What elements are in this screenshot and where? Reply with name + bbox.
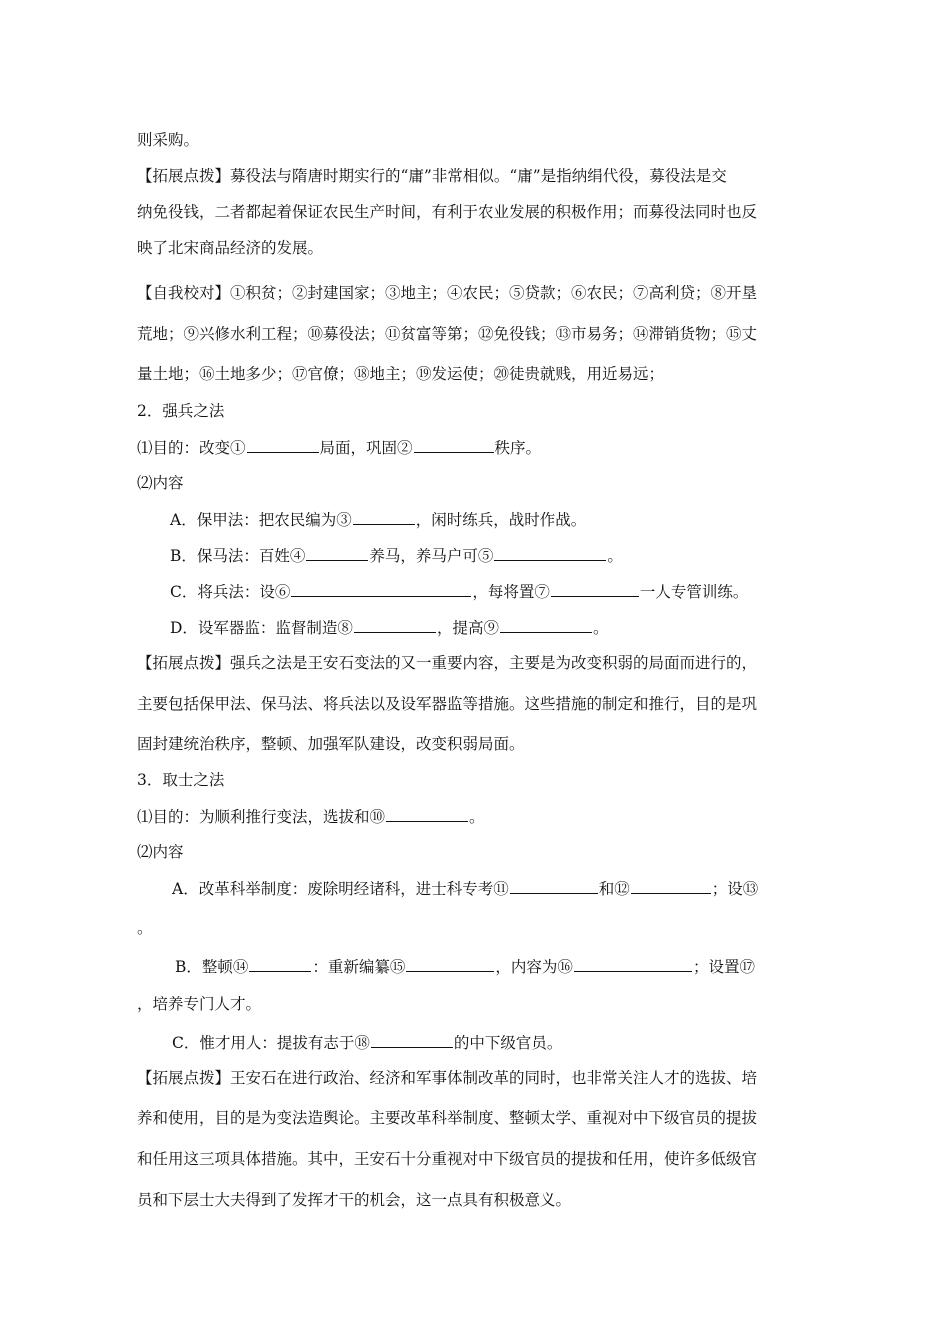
answer-blank[interactable] [631,878,711,894]
blank-question: ⑴目的：为顺利推行变法，选拔和⑩ 。 [137,808,485,826]
paragraph-text: 。 [137,919,153,937]
paragraph-text: 养和使用，目的是为变法造舆论。主要改革科举制度、整顿太学、重视对中下级官员的提拔 [137,1109,758,1127]
paragraph-text: 荒地；⑨兴修水利工程；⑩募役法；⑪贫富等第；⑫免役钱；⑬市易务；⑭滞销货物；⑮丈 [137,325,758,343]
answer-blank[interactable] [291,581,471,597]
answer-blank[interactable] [386,806,468,822]
paragraph-text: 量土地；⑯土地多少；⑰官僚；⑱地主；⑲发运使；⑳徒贵就贱，用近易远； [137,365,665,383]
paragraph-text: 【拓展点拨】强兵之法是王安石变法的又一重要内容，主要是为改变积弱的局面而进行的， [137,654,758,672]
paragraph-text: 固封建统治秩序，整顿、加强军队建设，改变积弱局面。 [137,735,525,753]
blank-question: C．惟才用人：提拔有志于⑱ 的中下级官员。 [172,1034,563,1052]
paragraph-text: ，培养专门人才。 [137,995,262,1013]
answer-blank[interactable] [354,617,436,633]
answer-blank[interactable] [510,878,598,894]
blank-question: ⑴目的：改变① 局面，巩固② 秩序。 [137,439,542,457]
paragraph-text: 主要包括保甲法、保马法、将兵法以及设军器监等措施。这些措施的制定和推行，目的是巩 [137,695,758,713]
section-heading: 2．强兵之法 [137,402,225,420]
paragraph-text: 则采购。 [137,131,200,149]
paragraph-text: 【拓展点拨】王安石在进行政治、经济和军事体制改革的同时，也非常关注人才的选拔、培 [137,1069,758,1087]
answer-blank[interactable] [500,617,592,633]
blank-question: A．改革科举制度：废除明经诸科，进士科专考⑪ 和⑫ ；设⑬ [172,880,759,898]
blank-question: C．将兵法：设⑥ ，每将置⑦ 一人专管训练。 [170,583,749,601]
answer-blank[interactable] [494,545,606,561]
answer-blank[interactable] [371,1032,453,1048]
subsection-heading: ⑵内容 [137,474,184,492]
subsection-heading: ⑵内容 [137,843,184,861]
paragraph-text: 纳免役钱，二者都起着保证农民生产时间，有利于农业发展的积极作用；而募役法同时也反 [137,203,758,221]
section-heading: 3．取士之法 [137,771,225,789]
paragraph-text: 和任用这三项具体措施。其中，王安石十分重视对中下级官员的提拔和任用，使许多低级官 [137,1150,758,1168]
answer-blank[interactable] [353,509,415,525]
blank-question: B．整顿⑭ ：重新编纂⑮ ，内容为⑯ ；设置⑰ [175,958,755,976]
paragraph-text: 【拓展点拨】募役法与隋唐时期实行的“庸”非常相似。“庸”是指纳绢代役，募役法是交 [137,167,727,185]
answer-blank[interactable] [574,956,692,972]
paragraph-text: 映了北宋商品经济的发展。 [137,239,324,257]
blank-question: B．保马法：百姓④ 养马，养马户可⑤ 。 [170,547,623,565]
answer-blank[interactable] [551,581,639,597]
answer-blank[interactable] [406,956,494,972]
answer-blank[interactable] [414,437,494,453]
answer-blank[interactable] [247,437,319,453]
blank-question: D．设军器监：监督制造⑧ ，提高⑨ 。 [170,619,609,637]
paragraph-text: 员和下层士大夫得到了发挥才干的机会，这一点具有积极意义。 [137,1191,572,1209]
answer-blank[interactable] [249,956,311,972]
paragraph-text: 【自我校对】①积贫；②封建国家；③地主；④农民；⑤贷款；⑥农民；⑦高利贷；⑧开垦 [137,284,758,302]
answer-blank[interactable] [306,545,368,561]
blank-question: A．保甲法：把农民编为③ ，闲时练兵，战时作战。 [170,511,587,529]
